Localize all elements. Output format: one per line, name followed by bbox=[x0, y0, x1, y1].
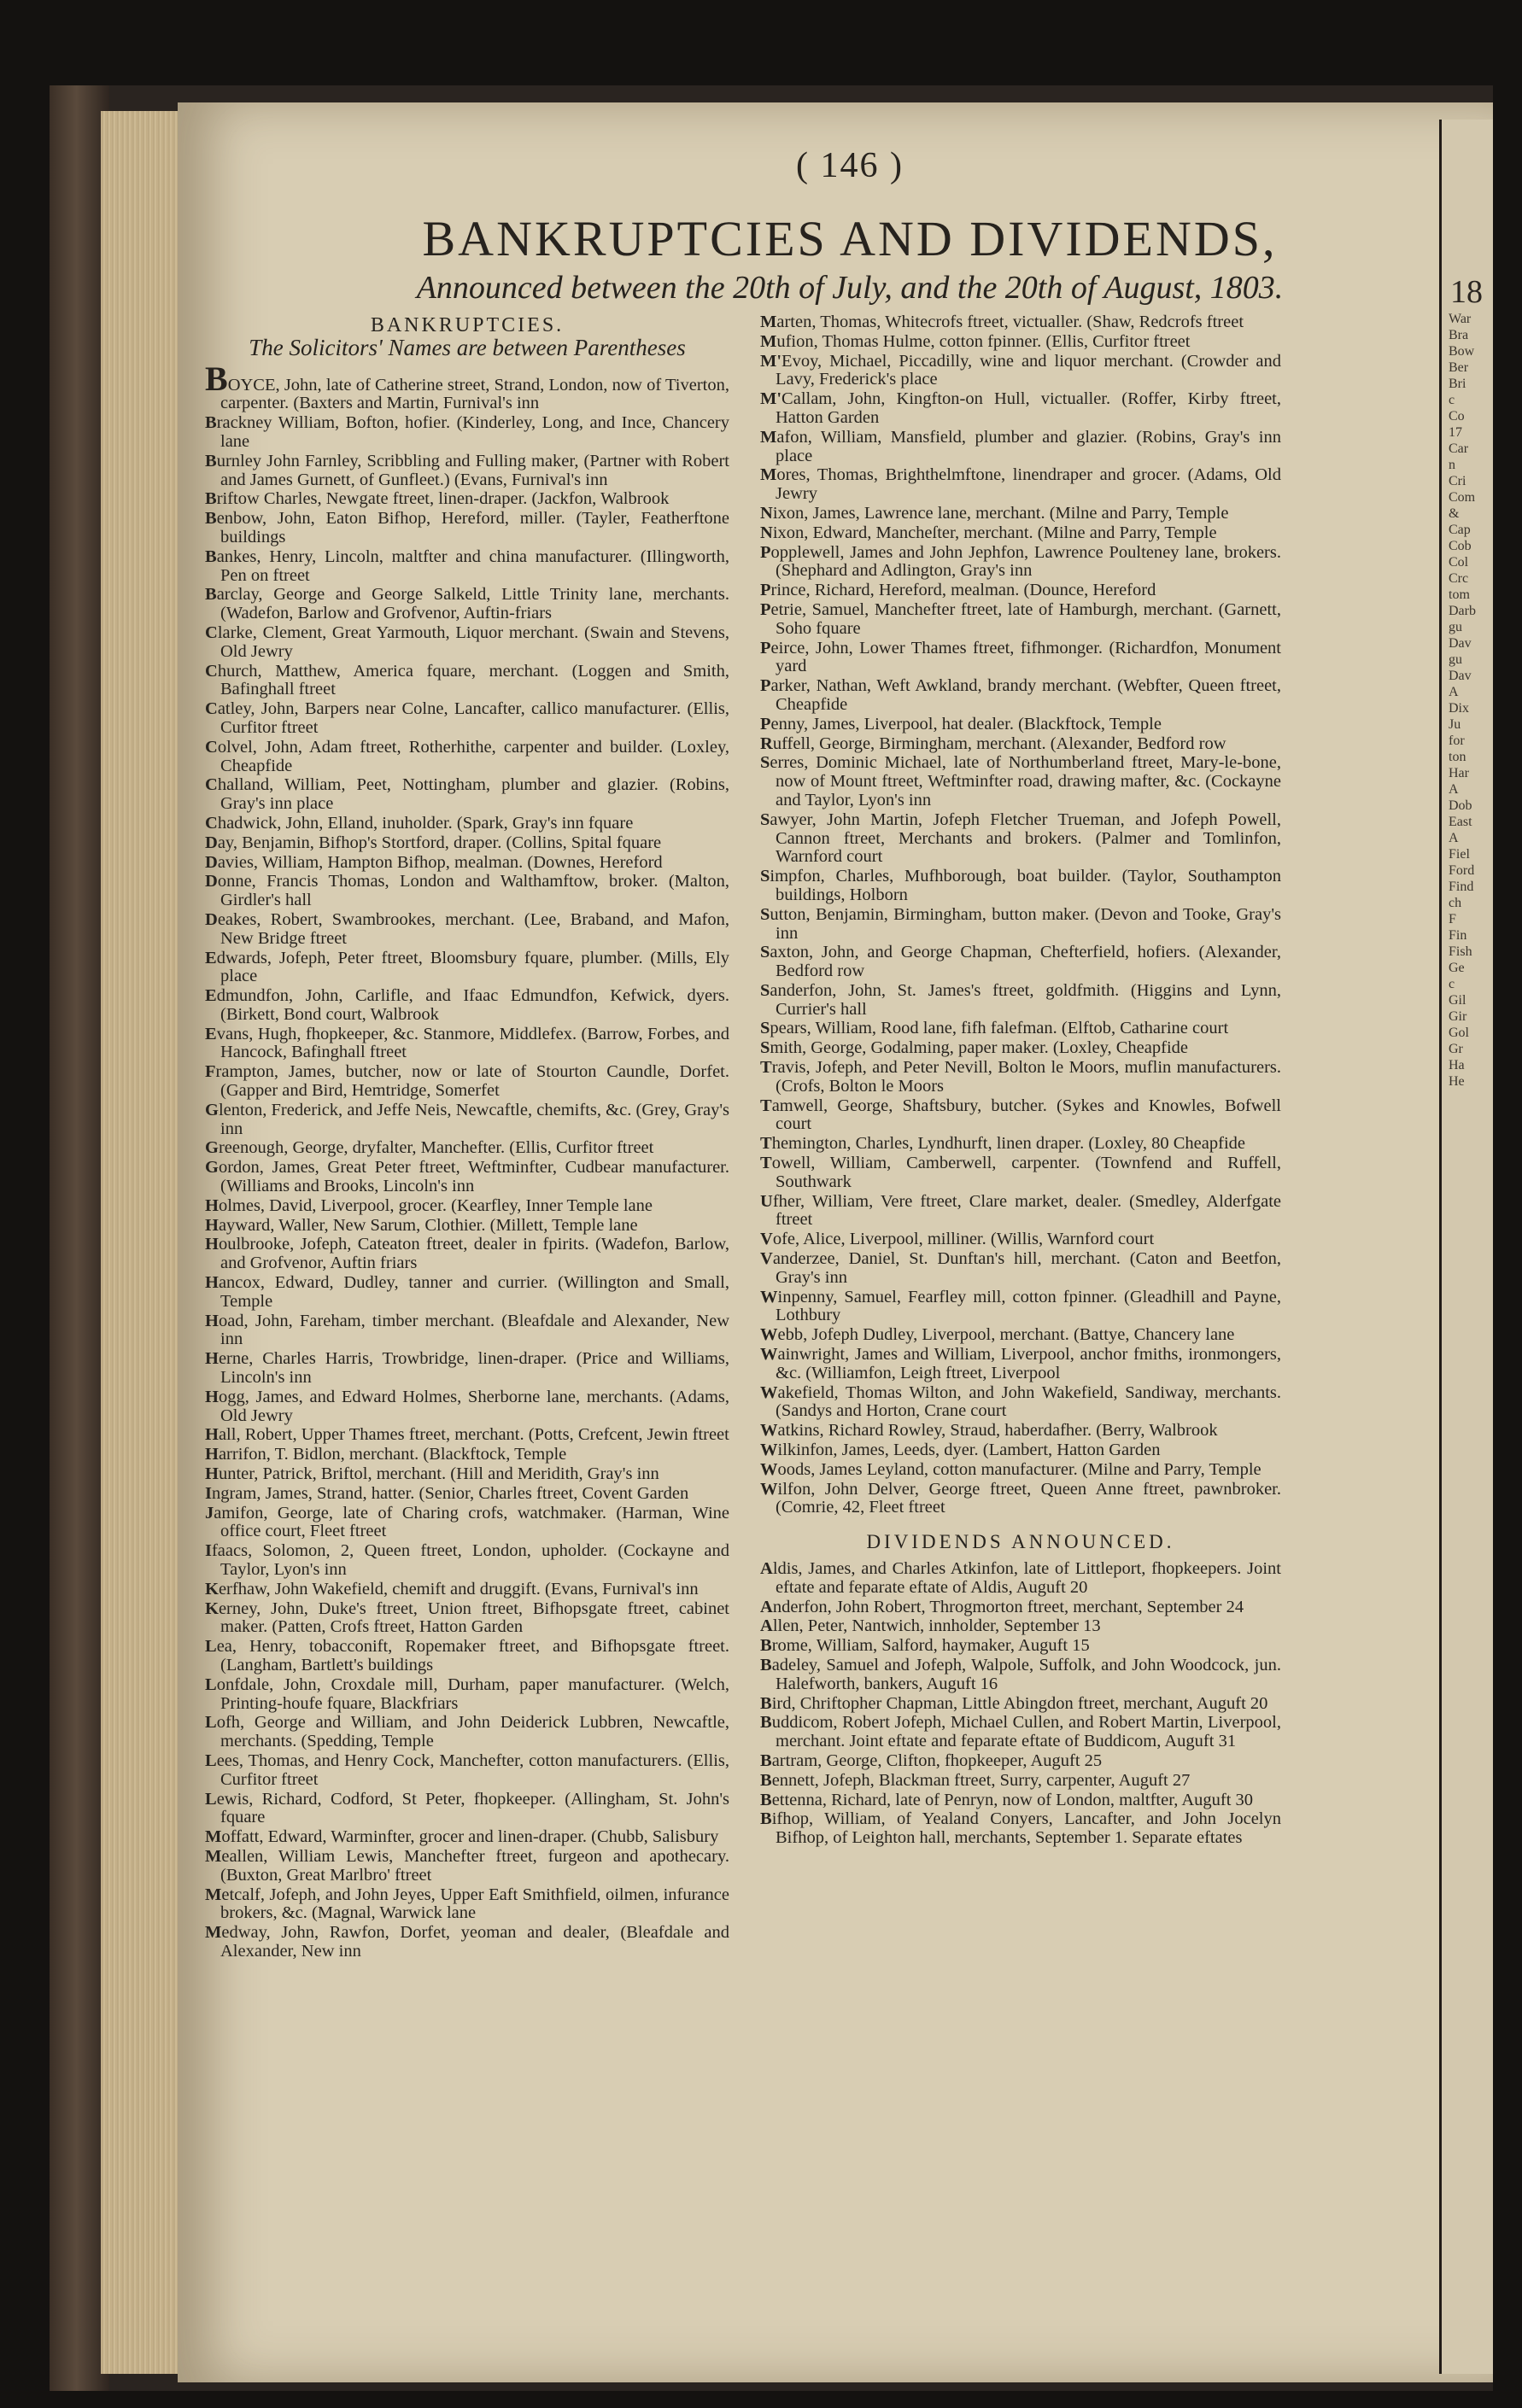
dividend-entry: Bettenna, Richard, late of Penryn, now of London, maltfter, Auguft 30 bbox=[760, 1790, 1254, 1809]
bankruptcy-entry: Hayward, Waller, New Sarum, Clothier. (Millett, Temple lane bbox=[205, 1215, 638, 1235]
bankruptcy-entry: Herne, Charles Harris, Trowbridge, linen-draper. (Price and Williams, Lincoln's inn bbox=[205, 1349, 729, 1388]
solicitors-note: The Solicitors' Names are between Parentheses bbox=[249, 334, 686, 360]
bankruptcy-entry: Moffatt, Edward, Warminfter, grocer and linen-draper. (Chubb, Salisbury bbox=[205, 1827, 719, 1847]
bankruptcy-entry: Smith, George, Godalming, paper maker. (Loxley, Cheapfide bbox=[760, 1038, 1188, 1058]
bankruptcy-entry: BOYCE, John, late of Catherine street, Strand, London, now of Tiverton, carpenter. (Baxters and Martin, Furnival's inn bbox=[205, 359, 729, 413]
bankruptcy-entry: Bankes, Henry, Lincoln, maltfter and china manufacturer. (Illingworth, Pen on ftreet bbox=[205, 546, 729, 585]
right-column bbox=[760, 313, 1281, 1962]
bankruptcy-entry: Marten, Thomas, Whitecrofs ftreet, victualler. (Shaw, Redcrofs ftreet bbox=[760, 313, 1244, 331]
bankruptcy-entry: Metcalf, Jofeph, and John Jeyes, Upper Eaft Smithfield, oilmen, infurance brokers, &c. (Magnal, Warwick lane bbox=[205, 1885, 729, 1923]
bankruptcy-entry: Parker, Nathan, Weft Awkland, brandy merchant. (Webfter, Queen ftreet, Cheapfide bbox=[760, 676, 1281, 714]
bankruptcy-entry: Chadwick, John, Elland, inuholder. (Spark, Gray's inn fquare bbox=[205, 813, 634, 833]
bankruptcy-entry: Woods, James Leyland, cotton manufacturer. (Milne and Parry, Temple bbox=[760, 1459, 1262, 1479]
page-title: BANKRUPTCIES AND DIVIDENDS, bbox=[422, 211, 1278, 266]
bankruptcy-entry: Penny, James, Liverpool, hat dealer. (Blackftock, Temple bbox=[760, 714, 1162, 734]
bankruptcy-entry: Meallen, William Lewis, Manchefter ftreet, furgeon and apothecary. (Buxton, Great Marlbro' ftreet bbox=[205, 1846, 729, 1885]
bankruptcy-entry: Ingram, James, Strand, hatter. (Senior, Charles ftreet, Covent Garden bbox=[205, 1483, 689, 1503]
text-columns bbox=[205, 313, 1461, 1962]
bankruptcy-entry: Serres, Dominic Michael, late of Northumberland ftreet, Mary-le-bone, now of Mount ftreet, Weftminfter road, drawing mafter, &c. (Cockayne and Taylor, Lyon's inn bbox=[760, 753, 1281, 809]
bankruptcy-entry: Travis, Jofeph, and Peter Nevill, Bolton le Moors, muflin manufacturers. (Crofs, Bolton le Moors bbox=[760, 1058, 1281, 1096]
bankruptcy-entry: Prince, Richard, Hereford, mealman. (Dounce, Hereford bbox=[760, 581, 1156, 600]
page-content bbox=[205, 145, 1461, 1962]
bankruptcy-entry: Themington, Charles, Lyndhurft, linen draper. (Loxley, 80 Cheapfide bbox=[760, 1134, 1245, 1154]
bankruptcy-entry: Kerfhaw, John Wakefield, chemift and druggift. (Evans, Furnival's inn bbox=[205, 1579, 699, 1599]
bankruptcy-entry: Mores, Thomas, Brighthelmftone, linendraper and grocer. (Adams, Old Jewry bbox=[760, 465, 1281, 504]
bankruptcy-entry: Frampton, James, butcher, now or late of Stourton Caundle, Dorfet. (Gapper and Bird, Hemtridge, Somerfet bbox=[205, 1062, 729, 1101]
bankruptcy-entry: Catley, John, Barpers near Colne, Lancafter, callico manufacturer. (Ellis, Curfitor ftreet bbox=[205, 699, 729, 737]
bankruptcy-entry: Hoad, John, Fareham, timber merchant. (Bleafdale and Alexander, New inn bbox=[205, 1311, 729, 1349]
bankruptcy-entry: Jamifon, George, late of Charing crofs, watchmaker. (Harman, Wine office court, Fleet ftreet bbox=[205, 1503, 729, 1541]
bankruptcy-entry: Simpfon, Charles, Mufhborough, boat builder. (Taylor, Southampton buildings, Holborn bbox=[760, 867, 1281, 904]
bankruptcy-entry: Houlbrooke, Jofeph, Cateaton ftreet, dealer in fpirits. (Wadefon, Barlow, and Grofvenor, Auftin friars bbox=[205, 1235, 729, 1273]
bankruptcy-entry: Hunter, Patrick, Briftol, merchant. (Hill and Meridith, Gray's inn bbox=[205, 1464, 659, 1484]
bankruptcy-entry: Briftow Charles, Newgate ftreet, linen-draper. (Jackfon, Walbrook bbox=[205, 489, 670, 509]
dividends-list bbox=[760, 1560, 1281, 1848]
bankruptcy-entry: Edmundfon, John, Carlifle, and Ifaac Edmundfon, Kefwick, dyers. (Birkett, Bond court, Walbrook bbox=[205, 986, 729, 1024]
bankruptcy-entry: Brackney William, Bofton, hofier. (Kinderley, Long, and Ince, Chancery lane bbox=[205, 413, 729, 451]
bankruptcy-entry: Donne, Francis Thomas, London and Walthamftow, broker. (Malton, Girdler's hall bbox=[205, 872, 729, 910]
bankruptcy-entry: Lea, Henry, tobacconift, Ropemaker ftreet, and Bifhopsgate ftreet. (Langham, Bartlett's buildings bbox=[205, 1637, 729, 1674]
bankruptcy-entry: Mafon, William, Mansfield, plumber and glazier. (Robins, Gray's inn place bbox=[760, 427, 1281, 465]
bankruptcy-entry: Winpenny, Samuel, Fearfley mill, cotton fpinner. (Gleadhill and Payne, Lothbury bbox=[760, 1287, 1281, 1325]
bankruptcies-heading: BANKRUPTCIES. bbox=[370, 314, 565, 336]
bankruptcy-entry: Watkins, Richard Rowley, Straud, haberdafher. (Berry, Walbrook bbox=[760, 1421, 1218, 1441]
bankruptcy-entry: Peirce, John, Lower Thames ftreet, fifhmonger. (Richardfon, Monument yard bbox=[760, 638, 1281, 676]
bankruptcy-entry: Burnley John Farnley, Scribbling and Fulling maker, (Partner with Robert and James Gurnett, of Gunfleet.) (Evans, Furnival's inn bbox=[205, 451, 729, 489]
dividend-entry: Bennett, Jofeph, Blackman ftreet, Surry, carpenter, Auguft 27 bbox=[760, 1770, 1191, 1790]
bankruptcy-entry: Hancox, Edward, Dudley, tanner and currier. (Willington and Small, Temple bbox=[205, 1273, 729, 1311]
bankruptcy-entry: Edwards, Jofeph, Peter ftreet, Bloomsbury fquare, plumber. (Mills, Ely place bbox=[205, 948, 729, 986]
bankruptcy-entry: Deakes, Robert, Swambrookes, merchant. (Lee, Braband, and Mafon, New Bridge ftreet bbox=[205, 909, 729, 948]
bankruptcy-entry: Wakefield, Thomas Wilton, and John Wakefield, Sandiway, merchants. (Sandys and Horton, Crane court bbox=[760, 1382, 1281, 1421]
bankruptcy-entry: Wainwright, James and William, Liverpool, anchor fmiths, ironmongers, &c. (Williamfon, Leigh ftreet, Liverpool bbox=[760, 1345, 1281, 1382]
bankruptcy-entry: Glenton, Frederick, and Jeffe Neis, Newcaftle, chemifts, &c. (Grey, Gray's inn bbox=[205, 1100, 729, 1138]
dividend-entry: Bird, Chriftopher Chapman, Little Abingdon ftreet, merchant, Auguft 20 bbox=[760, 1693, 1268, 1713]
bankruptcy-entry: Saxton, John, and George Chapman, Chefterfield, hofiers. (Alexander, Bedford row bbox=[760, 943, 1281, 981]
bankruptcy-entry: Hogg, James, and Edward Holmes, Sherborne lane, merchants. (Adams, Old Jewry bbox=[205, 1387, 729, 1425]
dividend-entry: Buddicom, Robert Jofeph, Michael Cullen, and Robert Martin, Liverpool, merchant. Joint eftate and feparate eftate of Buddicom, Auguft 31 bbox=[760, 1713, 1281, 1751]
bankruptcy-entry: Sawyer, John Martin, Jofeph Fletcher Trueman, and Jofeph Powell, Cannon ftreet, Merchants and brokers. (Palmer and Tomlinfon, Warnford court bbox=[760, 809, 1281, 867]
dividend-entry: Bifhop, William, of Yealand Conyers, Lancafter, and John Jocelyn Bifhop, of Leighton hall, merchants, September 1. Separate eftates bbox=[760, 1809, 1281, 1848]
bankruptcy-entry: Davies, William, Hampton Bifhop, mealman. (Downes, Hereford bbox=[205, 852, 663, 872]
left-column bbox=[205, 313, 729, 1962]
bankruptcy-entry: Benbow, John, Eaton Bifhop, Hereford, miller. (Tayler, Featherftone buildings bbox=[205, 509, 729, 546]
page-number: ( 146 ) bbox=[796, 146, 904, 185]
bankruptcy-entry: Greenough, George, dryfalter, Manchefter. (Ellis, Curfitor ftreet bbox=[205, 1138, 654, 1158]
bankruptcy-entry: Lees, Thomas, and Henry Cock, Manchefter, cotton manufacturers. (Ellis, Curfitor ftreet bbox=[205, 1750, 729, 1789]
bankruptcy-entry: Hall, Robert, Upper Thames ftreet, merchant. (Potts, Crefcent, Jewin ftreet bbox=[205, 1425, 729, 1445]
bankruptcy-entry: Wilkinfon, James, Leeds, dyer. (Lambert, Hatton Garden bbox=[760, 1441, 1161, 1460]
bankruptcy-entry: Church, Matthew, America fquare, merchant. (Loggen and Smith, Bafinghall ftreet bbox=[205, 661, 729, 699]
bankruptcy-entry: Mufion, Thomas Hulme, cotton fpinner. (Ellis, Curfitor ftreet bbox=[760, 331, 1191, 351]
bankruptcy-entry: Holmes, David, Liverpool, grocer. (Kearfley, Inner Temple lane bbox=[205, 1195, 653, 1215]
dividend-entry: Aldis, James, and Charles Atkinfon, late of Littleport, fhopkeepers. Joint eftate and feparate eftate of Aldis, Auguft 20 bbox=[760, 1559, 1281, 1597]
bankruptcy-entry: Lofh, George and William, and John Deiderick Lubbren, Newcaftle, merchants. (Spedding, Temple bbox=[205, 1713, 729, 1751]
bankruptcy-entry: M'Evoy, Michael, Piccadilly, wine and liquor merchant. (Crowder and Lavy, Frederick's place bbox=[760, 351, 1281, 389]
bankruptcy-entry: Ruffell, George, Birmingham, merchant. (Alexander, Bedford row bbox=[760, 734, 1226, 753]
bankruptcies-list-right bbox=[760, 313, 1281, 1517]
bankruptcy-entry: Vofe, Alice, Liverpool, milliner. (Willis, Warnford court bbox=[760, 1230, 1155, 1249]
bankruptcy-entry: Colvel, John, Adam ftreet, Rotherhithe, carpenter and builder. (Loxley, Cheapfide bbox=[205, 737, 729, 775]
bankruptcy-entry: Towell, William, Camberwell, carpenter. (Townfend and Ruffell, Southwark bbox=[760, 1154, 1281, 1191]
bankruptcy-entry: Ifaacs, Solomon, 2, Queen ftreet, London, upholder. (Cockayne and Taylor, Lyon's inn bbox=[205, 1541, 729, 1579]
bankruptcy-entry: Sutton, Benjamin, Birmingham, button maker. (Devon and Tooke, Gray's inn bbox=[760, 904, 1281, 943]
bankruptcy-entry: Gordon, James, Great Peter ftreet, Weftminfter, Cudbear manufacturer. (Williams and Brooks, Lincoln's inn bbox=[205, 1158, 729, 1196]
bankruptcy-entry: Vanderzee, Daniel, St. Dunftan's hill, merchant. (Caton and Beetfon, Gray's inn bbox=[760, 1249, 1281, 1287]
bankruptcy-entry: Clarke, Clement, Great Yarmouth, Liquor merchant. (Swain and Stevens, Old Jewry bbox=[205, 622, 729, 661]
bankruptcy-entry: Harrifon, T. Bidlon, merchant. (Blackftock, Temple bbox=[205, 1445, 567, 1464]
bankruptcy-entry: Popplewell, James and John Jephfon, Lawrence Poulteney lane, brokers. (Shephard and Adlington, Gray's inn bbox=[760, 542, 1281, 581]
bankruptcy-entry: Lonfdale, John, Croxdale mill, Durham, paper manufacturer. (Welch, Printing-houfe fquare, Blackfriars bbox=[205, 1674, 729, 1713]
bankruptcy-entry: Ufher, William, Vere ftreet, Clare market, dealer. (Smedley, Alderfgate ftreet bbox=[760, 1191, 1281, 1230]
bankruptcy-entry: Barclay, George and George Salkeld, Little Trinity lane, merchants. (Wadefon, Barlow and Grofvenor, Auftin-friars bbox=[205, 585, 729, 623]
bankruptcy-entry: M'Callam, John, Kingfton-on Hull, victualler. (Roffer, Kirby ftreet, Hatton Garden bbox=[760, 389, 1281, 427]
bankruptcy-entry: Spears, William, Rood lane, fifh falefman. (Elftob, Catharine court bbox=[760, 1019, 1229, 1038]
next-page-number: 18 bbox=[1450, 274, 1483, 310]
bankruptcy-entry: Medway, John, Rawfon, Dorfet, yeoman and dealer, (Bleafdale and Alexander, New inn bbox=[205, 1923, 729, 1961]
bankruptcy-entry: Day, Benjamin, Bifhop's Stortford, draper. (Collins, Spital fquare bbox=[205, 833, 662, 852]
dividends-heading: DIVIDENDS ANNOUNCED. bbox=[866, 1531, 1175, 1553]
bankruptcy-entry: Petrie, Samuel, Manchefter ftreet, late of Hamburgh, merchant. (Garnett, Soho fquare bbox=[760, 599, 1281, 638]
dividend-entry: Brome, William, Salford, haymaker, Auguft 15 bbox=[760, 1636, 1090, 1656]
bankruptcy-entry: Nixon, Edward, Mancheſter, merchant. (Milne and Parry, Temple bbox=[760, 523, 1217, 542]
bankruptcy-entry: Evans, Hugh, fhopkeeper, &c. Stanmore, Middlefex. (Barrow, Forbes, and Hancock, Bafinghall ftreet bbox=[205, 1024, 729, 1062]
bankruptcy-entry: Kerney, John, Duke's ftreet, Union ftreet, Bifhopsgate ftreet, cabinet maker. (Patten, Crofs ftreet, Hatton Garden bbox=[205, 1599, 729, 1637]
bankruptcy-entry: Tamwell, George, Shaftsbury, butcher. (Sykes and Knowles, Bofwell court bbox=[760, 1096, 1281, 1134]
bankruptcy-entry: Sanderfon, John, St. James's ftreet, goldfmith. (Higgins and Lynn, Currier's hall bbox=[760, 980, 1281, 1019]
bankruptcies-list-left bbox=[205, 359, 729, 1961]
bankruptcy-entry: Webb, Jofeph Dudley, Liverpool, merchant. (Battye, Chancery lane bbox=[760, 1325, 1235, 1345]
bankruptcy-entry: Lewis, Richard, Codford, St Peter, fhopkeeper. (Allingham, St. John's fquare bbox=[205, 1789, 729, 1827]
bankruptcy-entry: Nixon, James, Lawrence lane, merchant. (Milne and Parry, Temple bbox=[760, 503, 1229, 523]
bankruptcy-entry: Wilfon, John Delver, George ftreet, Queen Anne ftreet, pawnbroker. (Comrie, 42, Fleet ftreet bbox=[760, 1479, 1281, 1517]
bankruptcy-entry: Challand, William, Peet, Nottingham, plumber and glazier. (Robins, Gray's inn place bbox=[205, 775, 729, 814]
next-page-stub-text: War Bra Bow Ber Bri c Co 17 Car n Cri Com & Cap Cob Col Crc tom Darb gu Dav gu Dav A Dix Ju for ton Har A Dob East A Fiel Ford Find ch F Fin Fish Ge c Gil Gir Gol Gr Ha He bbox=[1449, 312, 1476, 1089]
dividend-entry: Badeley, Samuel and Jofeph, Walpole, Suffolk, and John Woodcock, jun. Halefworth, bankers, Auguft 16 bbox=[760, 1655, 1281, 1693]
dividend-entry: Allen, Peter, Nantwich, innholder, September 13 bbox=[760, 1616, 1101, 1636]
page-subtitle: Announced between the 20th of July, and the 20th of August, 1803. bbox=[416, 270, 1284, 306]
dividend-entry: Anderfon, John Robert, Throgmorton ftreet, merchant, September 24 bbox=[760, 1597, 1244, 1616]
dividend-entry: Bartram, George, Clifton, fhopkeeper, Auguft 25 bbox=[760, 1750, 1103, 1770]
